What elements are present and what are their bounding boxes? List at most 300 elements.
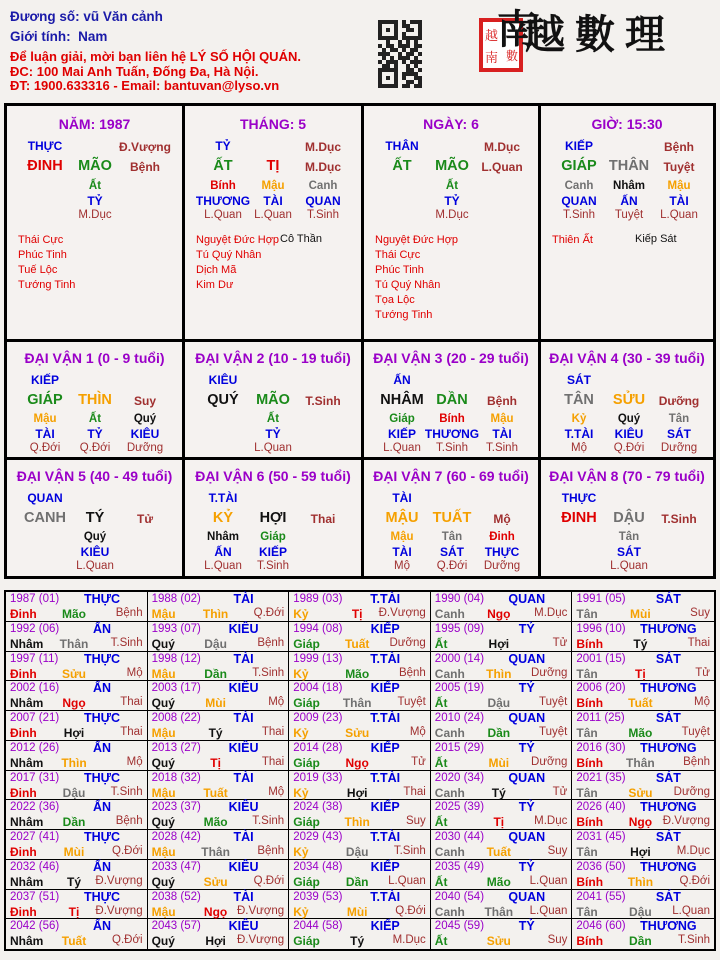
year-stage: Bệnh <box>115 815 143 828</box>
year-label: 2036 (50) <box>576 860 626 873</box>
year-branch: Mão <box>203 815 228 830</box>
year-ten-god: T.TÀI <box>370 770 401 785</box>
hidden-stage: Mộ <box>571 442 587 454</box>
year-stem: Mậu <box>151 726 176 740</box>
year-cell[interactable] <box>289 890 431 920</box>
year-stage: Bệnh <box>257 845 285 857</box>
bad-star: Kiếp Sát <box>635 233 677 245</box>
year-cell[interactable] <box>572 741 714 771</box>
earthly-branch: TÝ <box>85 510 105 526</box>
year-cell[interactable] <box>431 830 573 860</box>
year-label: 2027 (41) <box>10 831 60 843</box>
year-label: 2005 (19) <box>434 682 485 695</box>
year-stage: Tuyệt <box>681 726 710 738</box>
year-ten-god: THƯƠNG <box>640 740 697 755</box>
hidden-stage: M.Dục <box>435 209 469 221</box>
hidden-stage: T.Sinh <box>257 560 289 572</box>
year-stage: Đ.Vượng <box>95 904 143 917</box>
year-branch: Dần <box>204 666 227 681</box>
year-stem: Canh <box>434 607 465 621</box>
year-cell[interactable] <box>431 622 573 652</box>
good-star: Nguyệt Đức Hợp <box>375 234 459 246</box>
good-star: Nguyệt Đức Hợp <box>196 234 280 246</box>
dai-van-cell[interactable] <box>364 342 541 460</box>
hidden-ten-god: KIÊU <box>614 427 644 441</box>
year-stem: Ất <box>434 874 448 889</box>
earthly-branch: THÌN <box>78 392 112 408</box>
life-stage: T.Sinh <box>305 394 341 408</box>
gender-row <box>10 28 370 46</box>
hidden-stem: Canh <box>564 180 594 192</box>
dai-van-cell[interactable] <box>541 460 713 576</box>
year-label: 2045 (59) <box>434 920 485 933</box>
earthly-branch: DẦN <box>436 392 468 408</box>
year-cell[interactable] <box>572 652 714 682</box>
year-stage: Bệnh <box>115 607 143 619</box>
pillar-cell[interactable] <box>7 106 185 342</box>
year-branch: Sửu <box>628 785 653 800</box>
year-stem: Mậu <box>151 666 176 681</box>
year-label: 1992 (06) <box>10 622 60 635</box>
year-cell[interactable] <box>6 681 148 711</box>
year-cell[interactable] <box>431 652 573 682</box>
year-cell[interactable] <box>572 681 714 711</box>
year-cell[interactable] <box>572 622 714 652</box>
life-stage: M.Dục <box>305 160 341 174</box>
year-cell[interactable] <box>148 741 290 771</box>
hidden-stage: L.Quan <box>76 560 114 572</box>
year-label: 1990 (04) <box>434 593 485 605</box>
year-ten-god: TỶ <box>518 859 535 874</box>
earthly-branch: MÃO <box>78 158 112 174</box>
good-star: Thái Cực <box>18 234 64 246</box>
dai-van-cell[interactable] <box>541 342 713 460</box>
year-branch: Mùi <box>488 755 510 770</box>
year-ten-god: T.TÀI <box>370 651 401 666</box>
pillar-title: NĂM: 1987 <box>58 116 131 132</box>
year-cell[interactable] <box>6 919 148 949</box>
dai-van-cell[interactable] <box>185 460 364 576</box>
pillar-cell[interactable] <box>185 106 364 342</box>
year-stage: Q.Đới <box>395 904 426 917</box>
year-branch: Tị <box>210 755 221 770</box>
year-stem: Ất <box>434 934 448 949</box>
hidden-stem: Bính <box>439 413 465 425</box>
year-branch: Dần <box>629 934 652 949</box>
god-stage: M.Dục <box>305 140 341 154</box>
year-stem: Quý <box>151 636 175 651</box>
seal-char: 南 <box>485 51 499 66</box>
ten-god: THỰC <box>561 491 597 505</box>
year-stem: Bính <box>576 934 604 949</box>
year-stem: Tân <box>576 785 598 800</box>
year-stage: Dưỡng <box>673 785 710 798</box>
year-ten-god: ẤN <box>92 740 112 755</box>
year-ten-god: QUAN <box>508 770 546 785</box>
year-cell[interactable] <box>431 681 573 711</box>
hidden-ten-god: TÀI <box>35 427 55 441</box>
year-branch: Mão <box>345 666 370 681</box>
year-ten-god: THỰC <box>83 592 121 606</box>
hidden-stem: Ất <box>445 180 459 192</box>
year-cell[interactable] <box>6 741 148 771</box>
year-stage: Mộ <box>409 726 426 738</box>
year-cell[interactable] <box>6 771 148 801</box>
year-label: 2016 (30) <box>576 741 626 754</box>
year-stem: Đinh <box>10 785 37 800</box>
year-cell[interactable] <box>148 919 290 949</box>
year-stem: Canh <box>434 726 465 740</box>
year-branch: Tuất <box>203 785 228 800</box>
dai-van-title: ĐẠI VẬN 6 (50 - 59 tuổi) <box>195 468 351 484</box>
year-stem: Kỷ <box>293 607 309 621</box>
year-branch: Mùi <box>346 904 368 919</box>
year-cell[interactable] <box>431 711 573 741</box>
hidden-stage: T.Sinh <box>563 209 595 221</box>
year-ten-god: TÀI <box>233 592 254 606</box>
year-cell[interactable] <box>431 800 573 830</box>
pillar-cell[interactable] <box>364 106 541 342</box>
year-label: 2004 (18) <box>293 682 343 695</box>
year-ten-god: THƯƠNG <box>640 621 697 636</box>
dai-van-title: ĐẠI VẬN 4 (30 - 39 tuổi) <box>549 350 705 366</box>
year-stage: Suy <box>690 607 710 619</box>
year-stage: Đ.Vượng <box>236 904 285 917</box>
year-cell[interactable] <box>6 890 148 920</box>
dai-van-title: ĐẠI VẬN 1 (0 - 9 tuổi) <box>24 350 165 366</box>
hidden-stem: Bính <box>210 180 236 192</box>
year-stage: Q.Đới <box>679 874 710 887</box>
year-label: 2011 (25) <box>576 712 625 724</box>
hidden-stem: Kỷ <box>571 413 587 425</box>
year-stage: Tuyệt <box>397 696 426 709</box>
year-stem: Đinh <box>10 726 37 740</box>
year-cell[interactable] <box>148 771 290 801</box>
year-cell[interactable] <box>431 860 573 890</box>
year-ten-god: TÀI <box>233 711 254 725</box>
hidden-stage: L.Quan <box>660 209 698 221</box>
year-cell[interactable] <box>572 592 714 622</box>
year-cell[interactable] <box>289 741 431 771</box>
year-ten-god: THỰC <box>83 770 121 785</box>
year-cell[interactable] <box>148 622 290 652</box>
dai-van-title: ĐẠI VẬN 2 (10 - 19 tuổi) <box>195 350 351 366</box>
year-cell[interactable] <box>6 652 148 682</box>
year-ten-god: TÀI <box>233 889 254 904</box>
year-cell[interactable] <box>572 771 714 801</box>
hidden-stage: T.Sinh <box>307 209 339 221</box>
year-cell[interactable] <box>289 622 431 652</box>
good-star: Thái Cực <box>375 249 421 261</box>
year-stem: Canh <box>434 785 465 800</box>
year-branch: Sửu <box>486 934 511 949</box>
hidden-stage: Tuyệt <box>614 209 644 221</box>
year-ten-god: TÀI <box>233 830 254 844</box>
year-cell[interactable] <box>6 860 148 890</box>
year-cell[interactable] <box>148 890 290 920</box>
year-ten-god: TỶ <box>518 621 535 636</box>
year-cell[interactable] <box>431 890 573 920</box>
earthly-branch: MÃO <box>256 392 290 408</box>
year-cell[interactable] <box>289 681 431 711</box>
year-cell[interactable] <box>6 830 148 860</box>
heavenly-stem: QUÝ <box>207 392 239 408</box>
year-cell[interactable] <box>572 711 714 741</box>
year-cell[interactable] <box>431 592 573 622</box>
year-cell[interactable] <box>572 919 714 949</box>
hidden-ten-god: ẤN <box>620 194 638 208</box>
life-stage: L.Quan <box>481 160 523 174</box>
year-cell[interactable] <box>572 860 714 890</box>
year-stage: T.Sinh <box>678 934 710 947</box>
hidden-stage: Dưỡng <box>126 442 164 454</box>
year-stage: Tử <box>552 636 568 649</box>
year-ten-god: T.TÀI <box>370 830 401 844</box>
year-cell[interactable] <box>6 800 148 830</box>
year-cell[interactable] <box>572 890 714 920</box>
earthly-branch: SỬU <box>612 392 646 408</box>
year-label: 2039 (53) <box>293 890 343 903</box>
year-cell[interactable] <box>289 652 431 682</box>
hidden-ten-god: KIÊU <box>80 545 110 559</box>
contact-line-3: ĐT: 1900.633316 - Email: bantuvan@lyso.vn <box>10 78 280 93</box>
year-stage: Đ.Vượng <box>378 607 426 619</box>
year-stem: Ất <box>434 696 448 711</box>
year-branch: Thân <box>484 904 514 919</box>
year-stem: Nhâm <box>10 815 44 830</box>
year-cell[interactable] <box>148 681 290 711</box>
year-branch: Thìn <box>202 607 229 621</box>
hidden-stem: Nhâm <box>207 531 239 543</box>
year-stage: M.Dục <box>676 845 710 857</box>
year-stem: Canh <box>434 904 465 919</box>
god-stage: M.Dục <box>484 140 520 154</box>
year-cell[interactable] <box>148 830 290 860</box>
year-branch: Tý <box>208 726 223 740</box>
year-stem: Quý <box>151 696 175 711</box>
hidden-stage: L.Quan <box>254 442 292 454</box>
good-star: Phúc Tinh <box>18 249 67 261</box>
good-star: Phúc Tinh <box>375 264 424 276</box>
ten-god: TỶ <box>215 139 231 153</box>
year-ten-god: ẤN <box>92 800 112 815</box>
year-branch: Tuất <box>344 636 370 651</box>
year-label: 2024 (38) <box>293 801 343 814</box>
life-stage: Dưỡng <box>658 394 700 408</box>
year-stage: L.Quan <box>529 874 568 887</box>
hidden-stage: L.Quan <box>204 560 242 572</box>
heavenly-stem: TÂN <box>564 392 594 408</box>
year-branch: Tuất <box>61 934 87 949</box>
owner-name: vũ Văn cảnh <box>83 9 163 24</box>
year-label: 2014 (28) <box>293 741 343 754</box>
contact-line-2: ĐC: 100 Mai Anh Tuấn, Đống Đa, Hà Nội. <box>10 63 259 79</box>
year-stem: Mậu <box>151 904 176 919</box>
year-label: 2033 (47) <box>151 860 201 873</box>
pillar-title: THÁNG: 5 <box>239 116 307 132</box>
good-star: Tú Quý Nhân <box>196 249 262 261</box>
hidden-stem: Mậu <box>261 180 285 192</box>
life-stage: Bệnh <box>487 394 517 408</box>
year-label: 2028 (42) <box>151 831 201 843</box>
hidden-stage: M.Dục <box>78 209 112 221</box>
good-star: Kim Dư <box>196 279 234 291</box>
year-ten-god: QUAN <box>508 651 546 666</box>
year-label: 2029 (43) <box>293 831 343 843</box>
year-stage: Tử <box>411 755 426 768</box>
year-cell[interactable] <box>6 592 148 622</box>
year-cell[interactable] <box>6 711 148 741</box>
hidden-stage: Dưỡng <box>660 442 698 454</box>
year-stage: Q.Đới <box>112 934 143 947</box>
year-cell[interactable] <box>289 800 431 830</box>
year-branch: Dần <box>345 874 369 889</box>
year-cell[interactable] <box>148 592 290 622</box>
year-ten-god: KIÊU <box>228 859 259 874</box>
seal-char: 越 <box>485 29 499 44</box>
pillar-cell[interactable] <box>541 106 713 342</box>
year-branch: Tý <box>350 934 365 949</box>
dai-van-cell[interactable] <box>7 460 185 576</box>
year-stem: Nhâm <box>10 874 44 889</box>
hidden-stage: Q.Đới <box>613 442 645 454</box>
hidden-ten-god: T.TÀI <box>564 427 594 441</box>
year-label: 2035 (49) <box>434 860 485 873</box>
ten-god: QUAN <box>27 491 63 505</box>
heavenly-stem: GIÁP <box>27 392 63 408</box>
hidden-stem: Mậu <box>490 413 514 425</box>
heavenly-stem: ĐINH <box>561 510 597 526</box>
year-stage: T.Sinh <box>110 636 143 649</box>
year-cell[interactable] <box>431 919 573 949</box>
year-ten-god: THỰC <box>83 830 121 844</box>
year-label: 2032 (46) <box>10 860 60 873</box>
year-cell[interactable] <box>148 652 290 682</box>
year-cell[interactable] <box>6 622 148 652</box>
year-ten-god: THỰC <box>83 711 121 725</box>
year-stage: T.Sinh <box>393 845 426 857</box>
year-cell[interactable] <box>289 860 431 890</box>
year-cell[interactable] <box>572 800 714 830</box>
year-stem: Mậu <box>151 785 176 800</box>
hidden-ten-god: THỰC <box>484 545 520 559</box>
year-branch: Thân <box>59 636 89 651</box>
year-branch: Tuất <box>628 696 653 711</box>
year-cell[interactable] <box>289 592 431 622</box>
dai-van-cell[interactable] <box>7 342 185 460</box>
year-label: 2031 (45) <box>576 831 626 843</box>
year-branch: Ngọ <box>628 815 653 830</box>
qr-code-icon[interactable] <box>378 20 422 90</box>
year-label: 2023 (37) <box>151 801 201 814</box>
year-cell[interactable] <box>431 771 573 801</box>
hidden-stem: Mậu <box>33 413 57 425</box>
heavenly-stem: NHÂM <box>380 392 424 408</box>
year-ten-god: KIÊU <box>228 800 259 815</box>
life-stage: T.Sinh <box>661 512 697 526</box>
good-stars-list <box>18 233 75 293</box>
year-branch: Dậu <box>345 845 369 859</box>
year-ten-god: THỰC <box>83 651 121 666</box>
year-cell[interactable] <box>289 919 431 949</box>
good-stars-list <box>196 233 279 293</box>
year-branch: Dần <box>62 815 86 830</box>
hidden-stem: Canh <box>308 180 338 192</box>
year-stem: Đinh <box>10 607 37 621</box>
year-label: 1995 (09) <box>434 622 485 635</box>
hidden-ten-god: TỶ <box>265 427 281 441</box>
qr-module <box>418 84 422 88</box>
year-ten-god: KIÊU <box>228 740 259 755</box>
year-cell[interactable] <box>148 800 290 830</box>
year-label: 1999 (13) <box>293 652 343 665</box>
year-branch: Tị <box>351 607 363 621</box>
year-stage: Dưỡng <box>389 636 426 649</box>
hidden-ten-god: THƯƠNG <box>195 194 251 208</box>
year-stem: Tân <box>576 666 598 681</box>
ten-god: SÁT <box>567 373 591 387</box>
hidden-stem: Ất <box>88 413 102 425</box>
year-cell[interactable] <box>431 741 573 771</box>
year-label: 1993 (07) <box>151 622 201 635</box>
year-stem: Bính <box>576 696 604 711</box>
hidden-ten-god: THƯƠNG <box>424 427 480 441</box>
dai-van-title: ĐẠI VẬN 3 (20 - 29 tuổi) <box>373 350 529 366</box>
year-stage: Dưỡng <box>531 755 568 768</box>
year-label: 2025 (39) <box>434 801 485 814</box>
year-branch: Mão <box>486 874 511 889</box>
year-branch: Mùi <box>630 607 651 621</box>
year-stage: Mộ <box>694 696 710 709</box>
year-stem: Tân <box>576 607 598 621</box>
year-stem: Giáp <box>293 815 320 830</box>
four-pillars-grid <box>4 103 716 579</box>
year-label: 2007 (21) <box>10 712 60 724</box>
dai-van-cell[interactable] <box>364 460 541 576</box>
year-label: 1987 (01) <box>10 593 60 605</box>
year-ten-god: TỶ <box>518 681 535 696</box>
year-stem: Giáp <box>293 755 320 770</box>
year-label: 2037 (51) <box>10 890 60 903</box>
hidden-stem: Giáp <box>260 531 286 543</box>
hidden-stem: Ất <box>88 180 102 192</box>
year-stem: Tân <box>576 726 598 740</box>
year-ten-god: THỰC <box>83 889 121 904</box>
year-stem: Quý <box>151 755 175 770</box>
year-cell[interactable] <box>289 711 431 741</box>
year-branch: Tị <box>635 666 646 681</box>
hidden-stem: Mậu <box>667 180 691 192</box>
year-label: 2040 (54) <box>434 890 485 903</box>
year-cell[interactable] <box>289 830 431 860</box>
dai-van-cell[interactable] <box>185 342 364 460</box>
hidden-stem: Đinh <box>489 531 515 543</box>
year-cell[interactable] <box>289 771 431 801</box>
year-stage: T.Sinh <box>110 785 143 798</box>
year-cell[interactable] <box>148 860 290 890</box>
gender-value: Nam <box>78 29 108 44</box>
year-label: 1996 (10) <box>576 622 626 635</box>
year-branch: Tý <box>633 636 648 651</box>
year-cell[interactable] <box>148 711 290 741</box>
bad-star: Cô Thần <box>280 233 322 245</box>
hidden-ten-god: TỶ <box>87 194 103 208</box>
year-cell[interactable] <box>572 830 714 860</box>
year-ten-god: SÁT <box>655 711 681 725</box>
year-branch: Dần <box>487 726 511 740</box>
year-ten-god: TỶ <box>518 800 535 815</box>
year-stage: L.Quan <box>672 904 710 917</box>
